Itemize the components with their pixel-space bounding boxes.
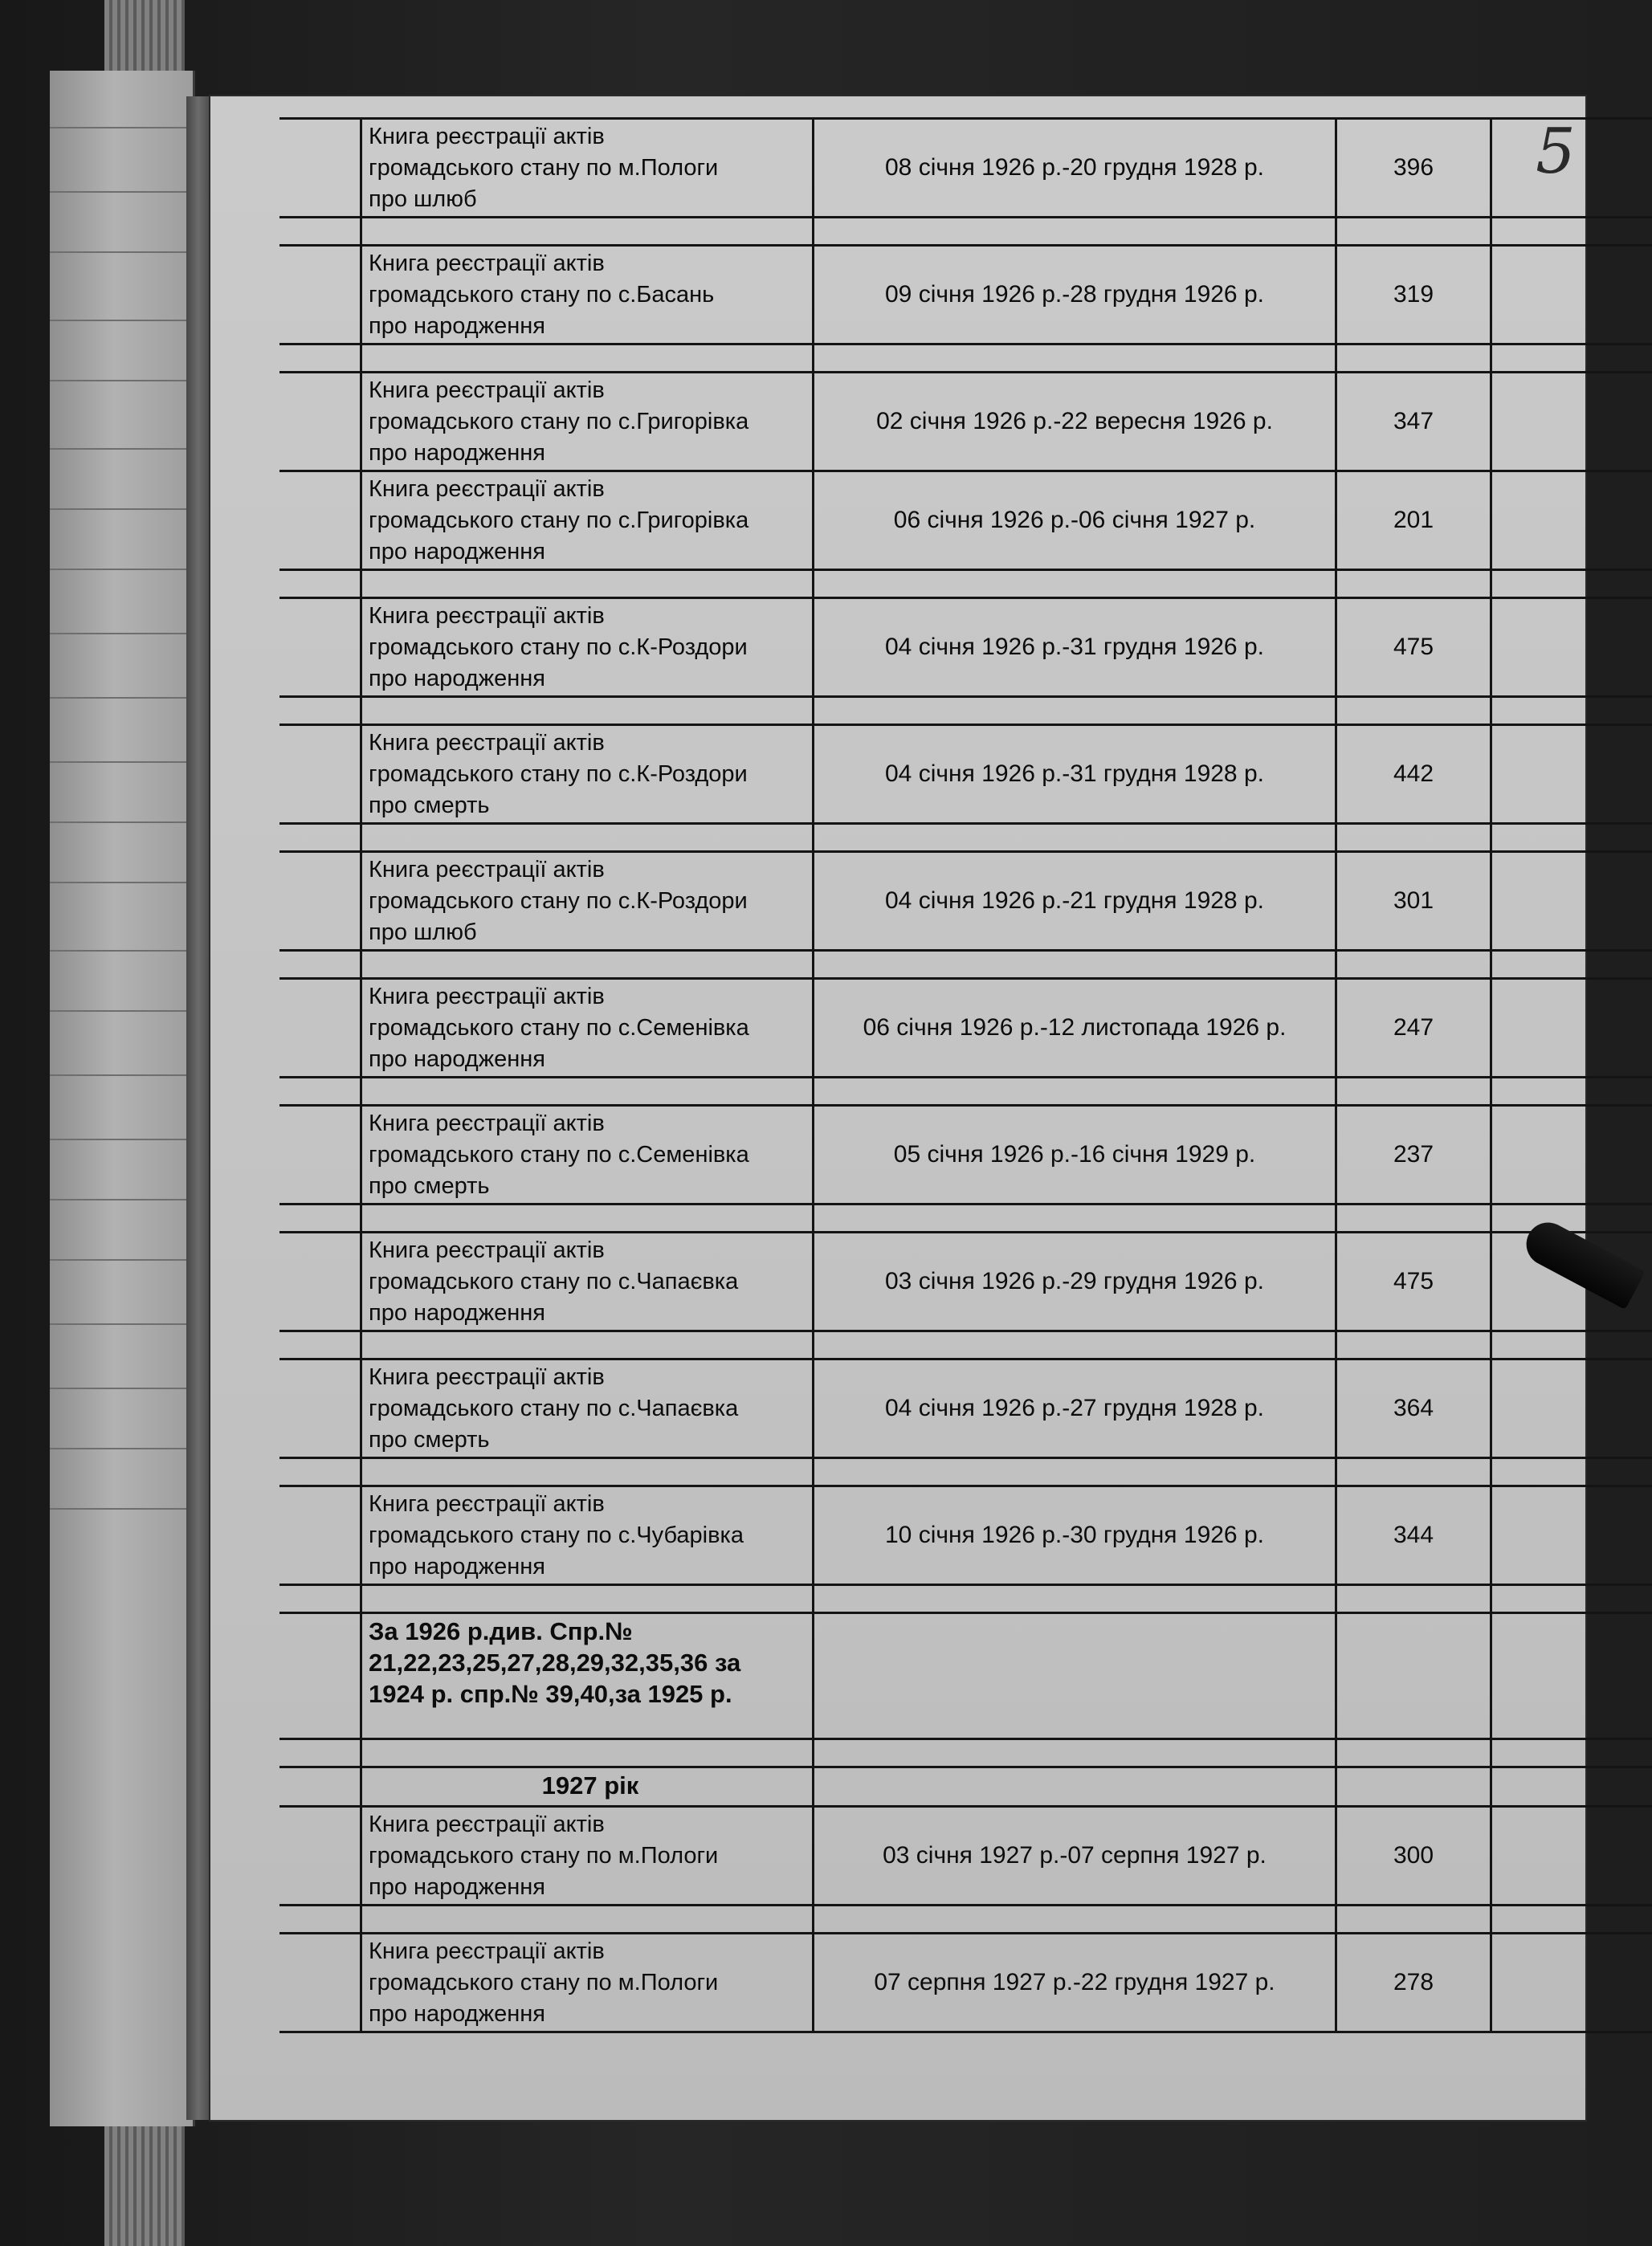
gap-row	[279, 1205, 1652, 1233]
row-number-cell	[279, 951, 361, 979]
table-row	[279, 1934, 1652, 2032]
sheets-cell: 347	[1336, 373, 1491, 471]
title-line: Книга реєстрації актів	[369, 1491, 605, 1517]
dates-cell	[814, 1205, 1336, 1233]
dates-cell: 04 січня 1926 р.-21 грудня 1928 р.	[814, 852, 1336, 951]
title-line: про шлюб	[369, 186, 477, 212]
title-cell	[361, 119, 814, 218]
row-number-cell	[279, 218, 361, 246]
sheets-cell	[1336, 1906, 1491, 1934]
title-cell	[361, 1359, 814, 1458]
title-line: громадського стану по м.Пологи	[369, 155, 719, 181]
row-number-cell	[279, 1767, 361, 1807]
note-cell	[1491, 570, 1652, 598]
row-number-cell	[279, 373, 361, 471]
dates-cell	[814, 218, 1336, 246]
title-line: Книга реєстрації актів	[369, 1938, 605, 1964]
note-cell	[1491, 1331, 1652, 1359]
dates-cell	[814, 1078, 1336, 1106]
title-cell	[361, 1233, 814, 1331]
previous-page-ruling	[50, 569, 193, 570]
note-cell	[1491, 1906, 1652, 1934]
title-cell	[361, 1613, 814, 1739]
note-cell	[1491, 246, 1652, 344]
dates-cell: 03 січня 1926 р.-29 грудня 1926 р.	[814, 1233, 1336, 1331]
title-line: Книга реєстрації актів	[369, 1812, 605, 1837]
row-number-cell	[279, 1106, 361, 1205]
row-number-cell	[279, 824, 361, 852]
previous-page-ruling	[50, 1388, 193, 1389]
title-cell	[361, 725, 814, 824]
title-cell	[361, 598, 814, 697]
register-table	[279, 117, 1652, 2033]
sheets-cell	[1336, 344, 1491, 373]
row-number-cell	[279, 1585, 361, 1613]
table-row	[279, 1486, 1652, 1585]
row-number-cell	[279, 1613, 361, 1739]
book-spine	[186, 96, 210, 2120]
row-number-cell	[279, 344, 361, 373]
previous-page-ruling	[50, 380, 193, 381]
note-cell	[1491, 1486, 1652, 1585]
title-line: громадського стану по с.Чапаєвка	[369, 1396, 739, 1421]
note-cell	[1491, 725, 1652, 824]
title-line: про народження	[369, 313, 545, 339]
note-cell	[1491, 1359, 1652, 1458]
gap-row	[279, 344, 1652, 373]
note-cell	[1491, 852, 1652, 951]
sheets-cell	[1336, 697, 1491, 725]
note-cell	[1491, 218, 1652, 246]
dates-cell	[814, 951, 1336, 979]
dates-cell: 02 січня 1926 р.-22 вересня 1926 р.	[814, 373, 1336, 471]
title-line: громадського стану по с.К-Роздори	[369, 888, 748, 914]
note-cell	[1491, 373, 1652, 471]
title-cell	[361, 246, 814, 344]
sheets-cell	[1336, 570, 1491, 598]
title-line: громадського стану по с.Семенівка	[369, 1142, 749, 1168]
table-row	[279, 471, 1652, 570]
gap-row	[279, 1078, 1652, 1106]
sheets-cell: 364	[1336, 1359, 1491, 1458]
sheets-cell	[1336, 1585, 1491, 1613]
title-cell	[361, 852, 814, 951]
note-cell	[1491, 1767, 1652, 1807]
sheets-cell: 442	[1336, 725, 1491, 824]
table-row	[279, 1359, 1652, 1458]
title-line: Книга реєстрації актів	[369, 603, 605, 629]
dates-cell: 04 січня 1926 р.-31 грудня 1928 р.	[814, 725, 1336, 824]
title-line: 1927 рік	[541, 1771, 639, 1800]
title-line: громадського стану по с.К-Роздори	[369, 634, 748, 660]
row-number-cell	[279, 1906, 361, 1934]
dates-cell	[814, 1458, 1336, 1486]
gap-row	[279, 1906, 1652, 1934]
title-cell	[361, 471, 814, 570]
title-line: про народження	[369, 1300, 545, 1326]
note-cell	[1491, 1739, 1652, 1767]
gap-row	[279, 824, 1652, 852]
title-line: про народження	[369, 539, 545, 565]
title-cell	[361, 373, 814, 471]
row-number-cell	[279, 471, 361, 570]
title-line: 21,22,23,25,27,28,29,32,35,36 за	[369, 1649, 741, 1677]
title-cell	[361, 1739, 814, 1767]
sheets-cell	[1336, 824, 1491, 852]
note-cell	[1491, 824, 1652, 852]
note-cell	[1491, 1205, 1652, 1233]
title-line: громадського стану по с.Семенівка	[369, 1015, 749, 1041]
row-number-cell	[279, 1233, 361, 1331]
gap-row	[279, 951, 1652, 979]
sheets-cell: 201	[1336, 471, 1491, 570]
dates-cell: 03 січня 1927 р.-07 серпня 1927 р.	[814, 1807, 1336, 1906]
row-number-cell	[279, 1458, 361, 1486]
dates-cell	[814, 697, 1336, 725]
note-cell	[1491, 1078, 1652, 1106]
title-line: громадського стану по с.Басань	[369, 282, 715, 308]
sheets-cell	[1336, 1739, 1491, 1767]
title-cell	[361, 1585, 814, 1613]
page-number: 5	[1536, 116, 1576, 188]
row-number-cell	[279, 1934, 361, 2032]
previous-page-ruling	[50, 1010, 193, 1012]
note-cell	[1491, 119, 1652, 218]
title-line: 1924 р. спр.№ 39,40,за 1925 р.	[369, 1680, 732, 1708]
title-cell	[361, 1078, 814, 1106]
title-line: про смерть	[369, 1173, 490, 1199]
title-line: громадського стану по с.Григорівка	[369, 409, 749, 434]
sheets-cell	[1336, 1767, 1491, 1807]
sheets-cell	[1336, 1458, 1491, 1486]
dates-cell	[814, 1767, 1336, 1807]
title-line: За 1926 р.див. Спр.№	[369, 1617, 633, 1645]
dates-cell: 04 січня 1926 р.-27 грудня 1928 р.	[814, 1359, 1336, 1458]
note-cell	[1491, 344, 1652, 373]
title-line: громадського стану по с.Чубарівка	[369, 1522, 744, 1548]
title-cell	[361, 218, 814, 246]
title-line: про смерть	[369, 793, 490, 818]
title-line: Книга реєстрації актів	[369, 476, 605, 502]
table-row	[279, 852, 1652, 951]
dates-cell: 06 січня 1926 р.-12 листопада 1926 р.	[814, 979, 1336, 1078]
title-line: громадського стану по с.Григорівка	[369, 507, 749, 533]
title-cell	[361, 697, 814, 725]
table-row	[279, 725, 1652, 824]
previous-page-ruling	[50, 1259, 193, 1261]
sheets-cell	[1336, 1078, 1491, 1106]
gap-row	[279, 697, 1652, 725]
sheets-cell: 319	[1336, 246, 1491, 344]
previous-page-edge	[50, 71, 195, 2126]
register-page	[210, 96, 1585, 2120]
previous-page-ruling	[50, 508, 193, 510]
table-row	[279, 598, 1652, 697]
title-line: громадського стану по с.Чапаєвка	[369, 1269, 739, 1294]
title-cell	[361, 1906, 814, 1934]
dates-cell	[814, 824, 1336, 852]
table-row	[279, 246, 1652, 344]
dates-cell: 08 січня 1926 р.-20 грудня 1928 р.	[814, 119, 1336, 218]
sheets-cell	[1336, 218, 1491, 246]
note-cell	[1491, 1934, 1652, 2032]
note-cell	[1491, 598, 1652, 697]
dates-cell	[814, 344, 1336, 373]
row-number-cell	[279, 979, 361, 1078]
title-cell	[361, 951, 814, 979]
row-number-cell	[279, 1205, 361, 1233]
gap-row	[279, 1739, 1652, 1767]
title-cell	[361, 1458, 814, 1486]
title-cell	[361, 1106, 814, 1205]
note-cell	[1491, 1458, 1652, 1486]
row-number-cell	[279, 1807, 361, 1906]
title-line: про народження	[369, 1046, 545, 1072]
title-line: про народження	[369, 440, 545, 466]
dates-cell	[814, 1585, 1336, 1613]
dates-cell: 06 січня 1926 р.-06 січня 1927 р.	[814, 471, 1336, 570]
title-line: Книга реєстрації актів	[369, 1364, 605, 1390]
title-cell	[361, 1486, 814, 1585]
row-number-cell	[279, 1331, 361, 1359]
table-row	[279, 119, 1652, 218]
title-line: громадського стану по с.К-Роздори	[369, 761, 748, 787]
sheets-cell: 396	[1336, 119, 1491, 218]
dates-cell	[814, 1613, 1336, 1739]
previous-page-ruling	[50, 127, 193, 128]
title-cell	[361, 1934, 814, 2032]
title-line: Книга реєстрації актів	[369, 251, 605, 276]
title-line: Книга реєстрації актів	[369, 730, 605, 756]
title-cell	[361, 979, 814, 1078]
row-number-cell	[279, 119, 361, 218]
title-line: Книга реєстрації актів	[369, 1237, 605, 1263]
title-line: громадського стану по м.Пологи	[369, 1970, 719, 1995]
note-cell	[1491, 1807, 1652, 1906]
note-cell	[1491, 1613, 1652, 1739]
sheets-cell: 475	[1336, 598, 1491, 697]
row-number-cell	[279, 852, 361, 951]
row-number-cell	[279, 1078, 361, 1106]
row-number-cell	[279, 598, 361, 697]
title-line: про шлюб	[369, 919, 477, 945]
dates-cell	[814, 1331, 1336, 1359]
previous-page-ruling	[50, 1323, 193, 1325]
row-number-cell	[279, 246, 361, 344]
previous-page-ruling	[50, 1448, 193, 1449]
table-row	[279, 1233, 1652, 1331]
table-row	[279, 1807, 1652, 1906]
previous-page-ruling	[50, 882, 193, 883]
row-number-cell	[279, 570, 361, 598]
table-row	[279, 979, 1652, 1078]
previous-page-ruling	[50, 761, 193, 763]
gap-row	[279, 1331, 1652, 1359]
dates-cell: 09 січня 1926 р.-28 грудня 1926 р.	[814, 246, 1336, 344]
dates-cell: 10 січня 1926 р.-30 грудня 1926 р.	[814, 1486, 1336, 1585]
title-cell	[361, 1767, 814, 1807]
title-line: Книга реєстрації актів	[369, 1111, 605, 1136]
title-cell	[361, 1205, 814, 1233]
sheets-cell	[1336, 951, 1491, 979]
previous-page-ruling	[50, 1139, 193, 1140]
row-number-cell	[279, 1739, 361, 1767]
row-number-cell	[279, 1486, 361, 1585]
title-line: про смерть	[369, 1427, 490, 1453]
note-cell	[1491, 979, 1652, 1078]
sheets-cell: 300	[1336, 1807, 1491, 1906]
sheets-cell	[1336, 1205, 1491, 1233]
title-cell	[361, 344, 814, 373]
previous-page-ruling	[50, 633, 193, 634]
title-cell	[361, 1331, 814, 1359]
title-line: Книга реєстрації актів	[369, 857, 605, 883]
previous-page-ruling	[50, 697, 193, 699]
summary-row	[279, 1613, 1652, 1739]
gap-row	[279, 1458, 1652, 1486]
sheets-cell	[1336, 1613, 1491, 1739]
dates-cell: 07 серпня 1927 р.-22 грудня 1927 р.	[814, 1934, 1336, 2032]
dates-cell	[814, 570, 1336, 598]
gap-row	[279, 570, 1652, 598]
year-row	[279, 1767, 1652, 1807]
dates-cell	[814, 1739, 1336, 1767]
previous-page-ruling	[50, 320, 193, 321]
title-line: про народження	[369, 666, 545, 691]
row-number-cell	[279, 725, 361, 824]
gap-row	[279, 218, 1652, 246]
sheets-cell: 237	[1336, 1106, 1491, 1205]
previous-page-ruling	[50, 950, 193, 952]
binding-thread-bottom	[104, 2120, 185, 2246]
title-line: про народження	[369, 1874, 545, 1900]
sheets-cell: 247	[1336, 979, 1491, 1078]
sheets-cell: 344	[1336, 1486, 1491, 1585]
previous-page-ruling	[50, 1074, 193, 1076]
note-cell	[1491, 471, 1652, 570]
dates-cell	[814, 1906, 1336, 1934]
title-cell	[361, 570, 814, 598]
dates-cell: 05 січня 1926 р.-16 січня 1929 р.	[814, 1106, 1336, 1205]
sheets-cell: 278	[1336, 1934, 1491, 2032]
dates-cell: 04 січня 1926 р.-31 грудня 1926 р.	[814, 598, 1336, 697]
title-line: про народження	[369, 2001, 545, 2027]
note-cell	[1491, 697, 1652, 725]
previous-page-ruling	[50, 821, 193, 823]
title-line: Книга реєстрації актів	[369, 377, 605, 403]
table-row	[279, 373, 1652, 471]
previous-page-ruling	[50, 1508, 193, 1510]
previous-page-ruling	[50, 1199, 193, 1200]
note-cell	[1491, 1585, 1652, 1613]
row-number-cell	[279, 1359, 361, 1458]
title-cell	[361, 824, 814, 852]
title-line: Книга реєстрації актів	[369, 124, 605, 149]
previous-page-ruling	[50, 448, 193, 450]
sheets-cell	[1336, 1331, 1491, 1359]
previous-page-ruling	[50, 191, 193, 193]
gap-row	[279, 1585, 1652, 1613]
title-line: громадського стану по м.Пологи	[369, 1843, 719, 1869]
row-number-cell	[279, 697, 361, 725]
note-cell	[1491, 951, 1652, 979]
title-cell	[361, 1807, 814, 1906]
title-line: про народження	[369, 1554, 545, 1580]
table-row	[279, 1106, 1652, 1205]
previous-page-ruling	[50, 251, 193, 253]
note-cell	[1491, 1106, 1652, 1205]
sheets-cell: 301	[1336, 852, 1491, 951]
sheets-cell: 475	[1336, 1233, 1491, 1331]
title-line: Книга реєстрації актів	[369, 984, 605, 1009]
